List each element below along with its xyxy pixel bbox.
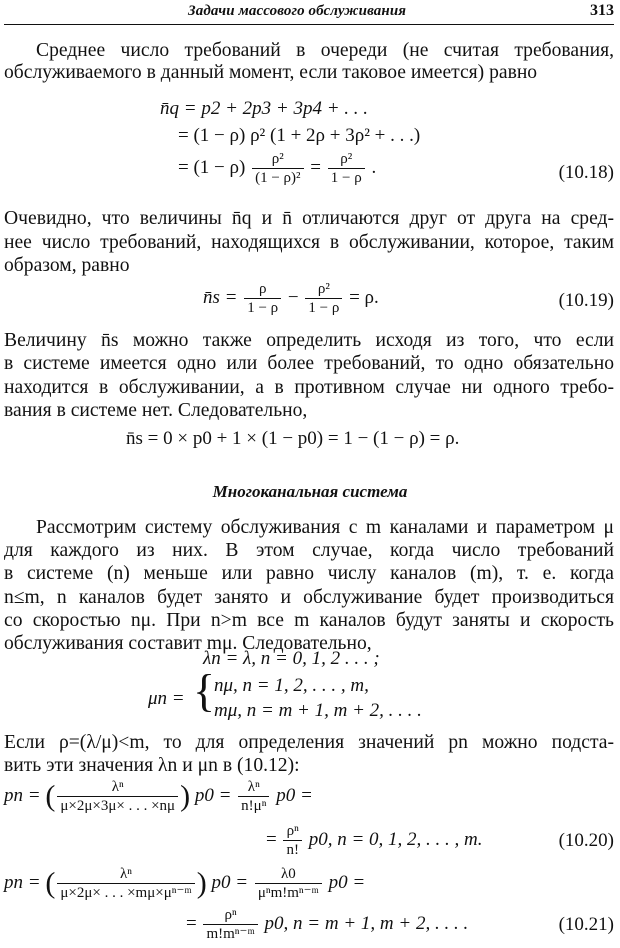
- p2-line-1: Очевидно, что величины n̄q и n̄ отличаются друг от друга на сред-: [4, 208, 614, 229]
- eq-ns-derivation: n̄s = 0 × p0 + 1 × (1 − p0) = 1 − (1 − ρ) = ρ.: [126, 428, 460, 449]
- eq-10-19-frac-1: [244, 280, 281, 317]
- eq-10-20-frac-2-den: n!μⁿ: [241, 798, 267, 814]
- eq-10-21-frac-1: [57, 865, 194, 902]
- running-title: Задачи массового обслуживания: [188, 3, 407, 19]
- eq-number-10-18: (10.18): [558, 162, 614, 183]
- eq-10-19-minus: −: [287, 286, 299, 308]
- eq-10-20-frac-1-num: λⁿ: [57, 778, 178, 797]
- eq-10-21-frac-3: [203, 906, 257, 943]
- eq-10-18-frac-2: [328, 150, 365, 187]
- eq-10-18-l3-mid: =: [310, 156, 321, 178]
- eq-10-18-frac-2-den: 1 − ρ: [330, 170, 362, 186]
- eq-mu-n-left: μn =: [148, 688, 185, 709]
- p3-line-4: вания в системе нет. Следовательно,: [4, 400, 308, 421]
- eq-10-19-frac-1-num: ρ: [244, 280, 281, 299]
- eq-number-10-21: (10.21): [558, 914, 614, 935]
- eq-10-18-line-2: = (1 − ρ) ρ² (1 + 2ρ + 3ρ² + . . .): [178, 125, 421, 146]
- eq-10-20-frac-3-den: n!: [286, 842, 299, 858]
- eq-10-20-mid: p0 =: [194, 784, 232, 806]
- eq-10-21-frac-2-num: λ0: [255, 865, 322, 884]
- eq-10-20-frac-1-den: μ×2μ×3μ× . . . ×nμ: [60, 798, 176, 814]
- eq-10-20-frac-3-num: ρⁿ: [283, 822, 302, 841]
- eq-10-21-frac-2: [255, 865, 322, 902]
- eq-10-20-line-2: [266, 822, 483, 859]
- eq-10-20-frac-3: [283, 822, 302, 859]
- eq-10-21-left: pn =: [4, 871, 41, 893]
- eq-10-21-frac-3-num: ρⁿ: [203, 906, 257, 925]
- p2-line-2: нее число требований, находящихся в обслуживании, которое, таким: [4, 232, 614, 253]
- eq-mu-n-brace: {: [193, 665, 216, 716]
- eq-10-20-l2-left: =: [266, 828, 277, 850]
- eq-10-19-frac-2: [305, 280, 342, 317]
- eq-10-21-mid: p0 =: [211, 871, 249, 893]
- p3-line-3: находится в обслуживании, а в противном случае ни одного требо-: [4, 377, 614, 398]
- eq-10-19-frac-2-den: 1 − ρ: [308, 300, 340, 316]
- eq-10-19-end: = ρ.: [349, 286, 379, 308]
- eq-10-19-frac-2-num: ρ²: [305, 280, 342, 299]
- p4-line-2: для каждого из них. В этом случае, когда число требований: [4, 540, 614, 561]
- eq-10-21-frac-1-num: λⁿ: [57, 865, 194, 884]
- eq-10-19-left: n̄s =: [203, 286, 238, 308]
- p4-line-5: со скоростью nμ. При n>m все m каналов будут заняты и скорость: [4, 610, 614, 631]
- eq-10-21-lparen: (: [45, 866, 56, 900]
- p4-line-1: Рассмотрим систему обслуживания с m каналами и параметром μ: [36, 517, 614, 538]
- p5-line-1: Если ρ=(λ/μ)<m, то для определения значений pn можно подста-: [4, 732, 614, 753]
- eq-10-20-rparen: ): [180, 779, 191, 813]
- eq-10-21-frac-1-den: μ×2μ× . . . ×mμ×μⁿ⁻ᵐ: [60, 885, 192, 901]
- eq-10-21-l2-end: p0, n = m + 1, m + 2, . . . .: [264, 912, 469, 934]
- eq-10-18-line-1: n̄q = p2 + 2p3 + 3p4 + . . .: [160, 98, 369, 119]
- eq-10-18-frac-1-num: ρ²: [252, 150, 303, 169]
- eq-10-21-line-1: [4, 865, 365, 902]
- eq-10-18-frac-1-den: (1 − ρ)²: [255, 170, 301, 186]
- eq-10-20-end: p0 =: [276, 784, 313, 806]
- eq-10-18-l3-left: = (1 − ρ): [178, 156, 246, 178]
- eq-10-18-frac-1: [252, 150, 303, 187]
- header-rule: [4, 24, 614, 25]
- p3-line-1: Величину n̄s можно также определить исходя из того, что если: [4, 330, 614, 351]
- eq-10-21-frac-3-den: m!mⁿ⁻ᵐ: [206, 926, 255, 942]
- p3-line-2: в системе имеется одно или более требований, то одно обязательно: [4, 353, 614, 374]
- running-head: [0, 2, 620, 24]
- eq-10-18-l3-end: .: [371, 156, 377, 178]
- eq-number-10-20: (10.20): [558, 830, 614, 851]
- eq-10-21-line-2: [186, 906, 468, 943]
- eq-10-20-frac-2: [238, 778, 269, 815]
- p4-line-4: n≤m, n каналов будет занято и обслуживание будет производиться: [4, 587, 614, 608]
- eq-number-10-19: (10.19): [558, 290, 614, 311]
- eq-10-20-l2-end: p0, n = 0, 1, 2, . . . , m.: [308, 828, 483, 850]
- eq-10-20-frac-1: [57, 778, 178, 815]
- eq-10-20-line-1: [4, 778, 313, 815]
- section-title: Многоканальная система: [212, 482, 408, 501]
- eq-mu-n-case-2: mμ, n = m + 1, m + 2, . . . .: [214, 700, 422, 721]
- eq-10-18-frac-2-num: ρ²: [328, 150, 365, 169]
- eq-10-21-l2-left: =: [186, 912, 197, 934]
- p1-line-2: обслуживаемого в данный момент, если таковое имеется) равно: [4, 62, 538, 83]
- eq-10-20-lparen: (: [45, 779, 56, 813]
- p4-line-6: обслуживания составит mμ. Следовательно,: [4, 633, 372, 654]
- eq-lambda-n: λn = λ, n = 0, 1, 2 . . . ;: [203, 648, 380, 669]
- p2-line-3: образом, равно: [4, 255, 130, 276]
- p5-line-2: вить эти значения λn и μn в (10.12):: [4, 755, 300, 776]
- eq-10-21-rparen: ): [196, 866, 207, 900]
- eq-10-18-line-3: [178, 150, 376, 187]
- eq-10-19-frac-1-den: 1 − ρ: [247, 300, 279, 316]
- eq-10-20-frac-2-num: λⁿ: [238, 778, 269, 797]
- eq-10-19: [203, 280, 379, 317]
- eq-mu-n-case-1: nμ, n = 1, 2, . . . , m,: [214, 675, 369, 696]
- eq-10-20-left: pn =: [4, 784, 41, 806]
- page-number: 313: [590, 2, 614, 19]
- p4-line-3: в системе (n) меньше или равно числу каналов (m), т. е. когда: [4, 563, 614, 584]
- eq-10-21-frac-2-den: μⁿm!mⁿ⁻ᵐ: [257, 885, 319, 901]
- p1-line-1: Среднее число требований в очереди (не считая требования,: [36, 40, 614, 61]
- eq-10-21-end: p0 =: [328, 871, 366, 893]
